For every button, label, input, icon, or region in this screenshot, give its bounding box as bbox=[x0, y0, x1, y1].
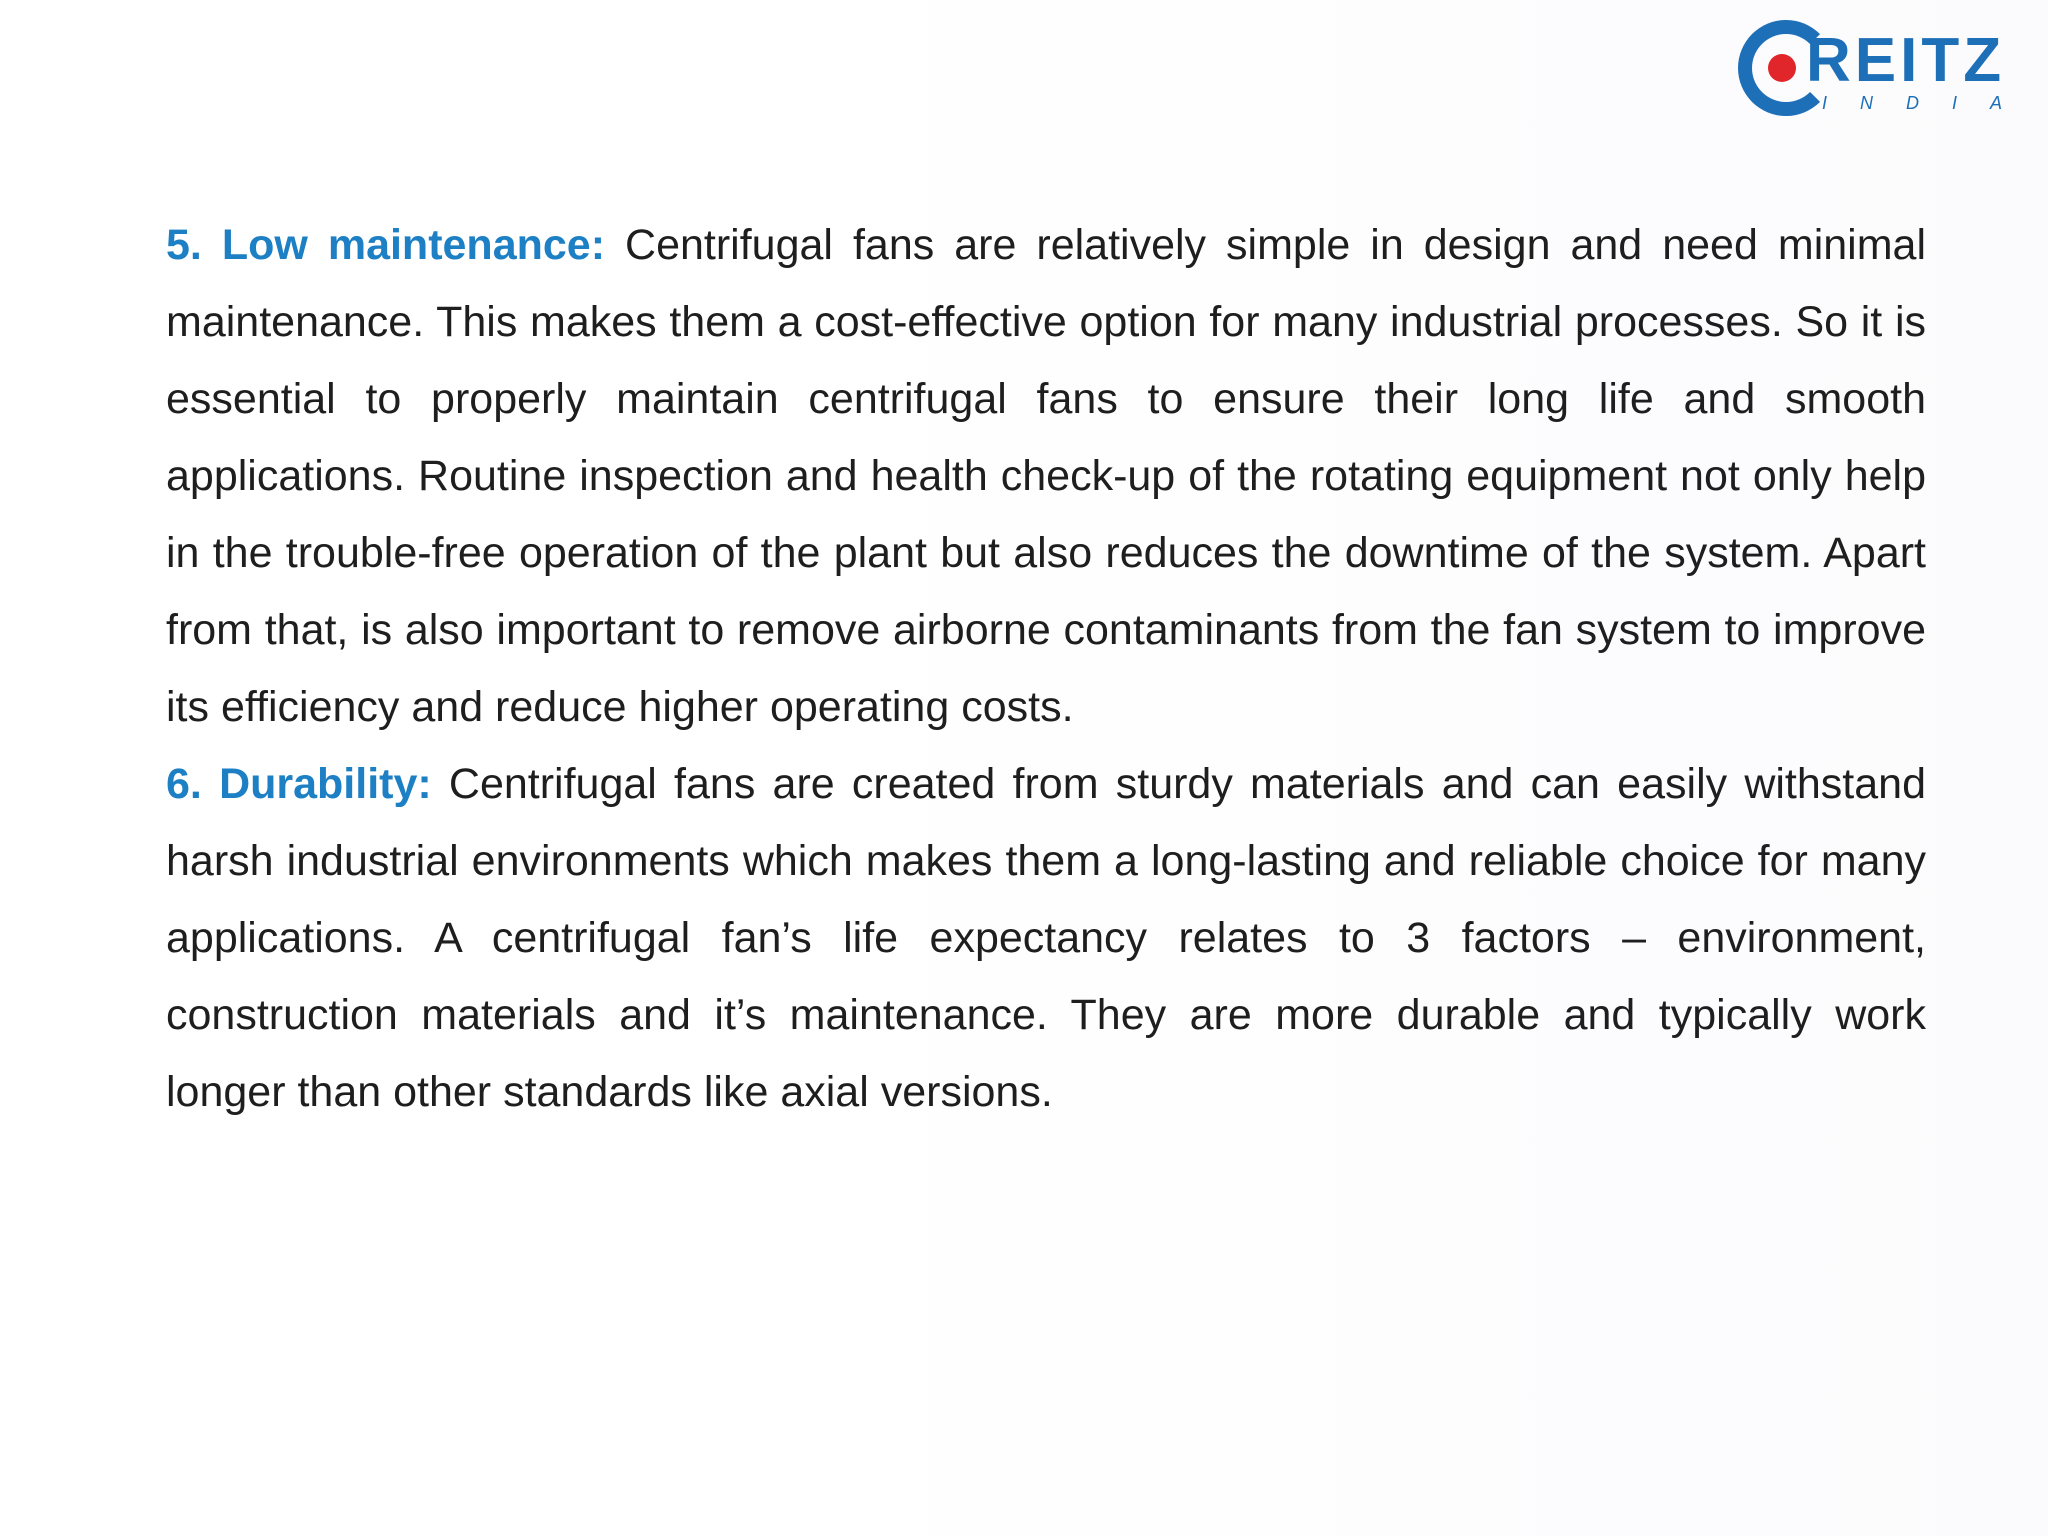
slide-content bbox=[166, 207, 1926, 1131]
section-body: Centrifugal fans are relatively simple in design and need minimal maintenance. This makes them a cost-effective option for many industrial processes. So it is essential to properly maintain centrifugal fans to ensure their long life and smooth applications. Routine inspection and health check-up of the rotating equipment not only help in the trouble-free operation of the plant but also reduces the downtime of the system. Apart from that, is also important to remove airborne contaminants from the fan system to improve its efficiency and reduce higher operating costs. bbox=[166, 221, 1926, 731]
section-low-maintenance bbox=[166, 207, 1926, 746]
logo-wordmark: REITZ bbox=[1806, 26, 2006, 95]
section-heading: 5. Low maintenance: bbox=[166, 221, 626, 269]
logo-subtitle: INDIA bbox=[1822, 93, 2036, 113]
section-body: Centrifugal fans are created from sturdy materials and can easily withstand harsh industrial environments which makes them a long-lasting and reliable choice for many applications. A centrifugal fan’s life expectancy relates to 3 factors – environment, construction materials and it’s maintenance. They are more durable and typically work longer than other standards like axial versions. bbox=[166, 760, 1926, 1116]
reitz-india-logo bbox=[1738, 16, 2036, 126]
section-heading: 6. Durability: bbox=[166, 760, 449, 808]
section-durability bbox=[166, 746, 1926, 1131]
logo-dot-icon bbox=[1768, 54, 1796, 82]
